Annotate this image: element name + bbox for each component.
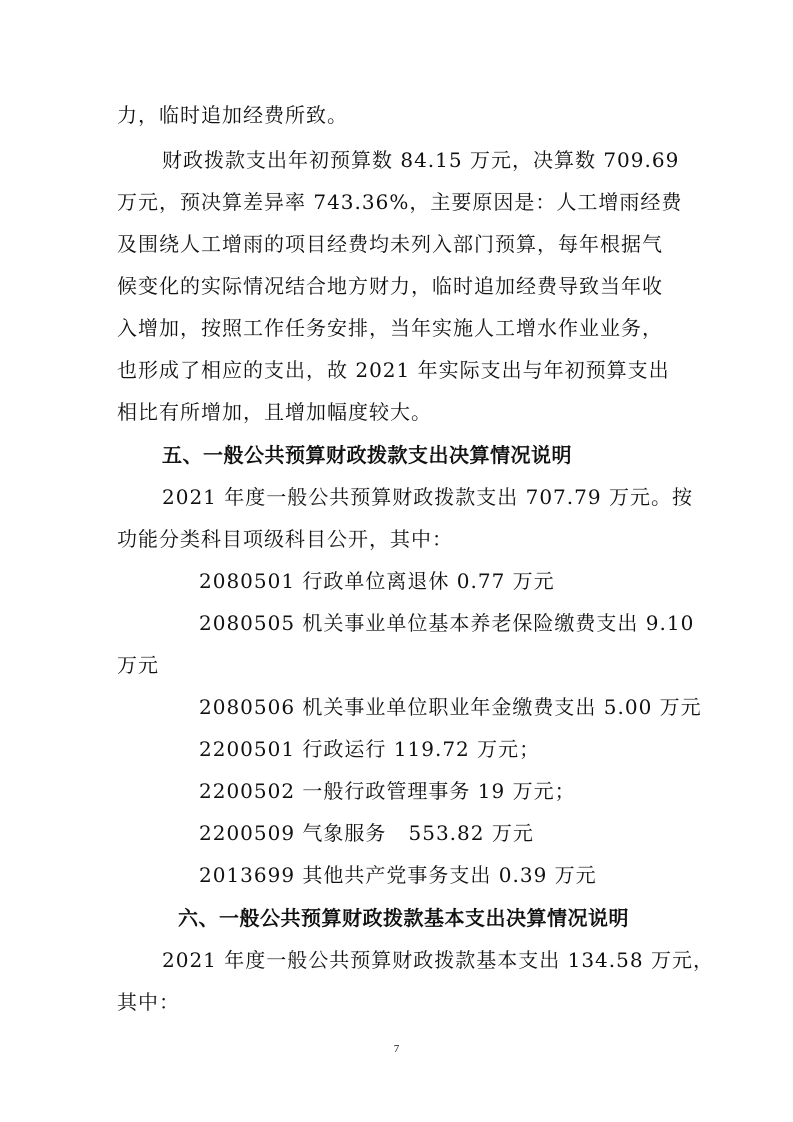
page-number: 7 [393, 1043, 400, 1055]
paragraph-line: 2021 年度一般公共预算财政拨款基本支出 134.58 万元， [162, 948, 714, 972]
paragraph-line: 力，临时追加经费所致。 [117, 103, 348, 127]
paragraph-line: 候变化的实际情况结合地方财力，临时追加经费导致当年收 [117, 274, 663, 298]
section-heading-5: 五、一般公共预算财政拨款支出决算情况说明 [162, 443, 572, 467]
paragraph-line: 也形成了相应的支出，故 2021 年实际支出与年初预算支出 [117, 358, 670, 382]
paragraph-line: 2021 年度一般公共预算财政拨款支出 707.79 万元。按 [162, 485, 693, 509]
paragraph-line: 及围绕人工增雨的项目经费均未列入部门预算，每年根据气 [117, 232, 663, 256]
section-heading-6: 六、一般公共预算财政拨款基本支出决算情况说明 [178, 906, 629, 930]
paragraph-line: 相比有所增加，且增加幅度较大。 [117, 400, 432, 424]
list-item: 2200509 气象服务 553.82 万元 [199, 821, 534, 845]
list-item: 2013699 其他共产党事务支出 0.39 万元 [199, 863, 597, 887]
list-item: 2080506 机关事业单位职业年金缴费支出 5.00 万元 [199, 695, 702, 719]
paragraph-line: 功能分类科目项级科目公开，其中： [117, 527, 453, 551]
list-item-continuation: 万元 [117, 653, 159, 677]
paragraph-line: 其中： [117, 990, 180, 1014]
paragraph-line: 入增加，按照工作任务安排，当年实施人工增水作业业务， [117, 316, 663, 340]
list-item: 2200502 一般行政管理事务 19 万元； [199, 779, 576, 803]
list-item: 2200501 行政运行 119.72 万元； [199, 737, 541, 761]
paragraph-line: 财政拨款支出年初预算数 84.15 万元，决算数 709.69 [162, 148, 680, 172]
list-item: 2080501 行政单位离退休 0.77 万元 [199, 569, 555, 593]
list-item: 2080505 机关事业单位基本养老保险缴费支出 9.10 [199, 611, 695, 635]
paragraph-line: 万元，预决算差异率 743.36%，主要原因是：人工增雨经费 [117, 190, 683, 214]
